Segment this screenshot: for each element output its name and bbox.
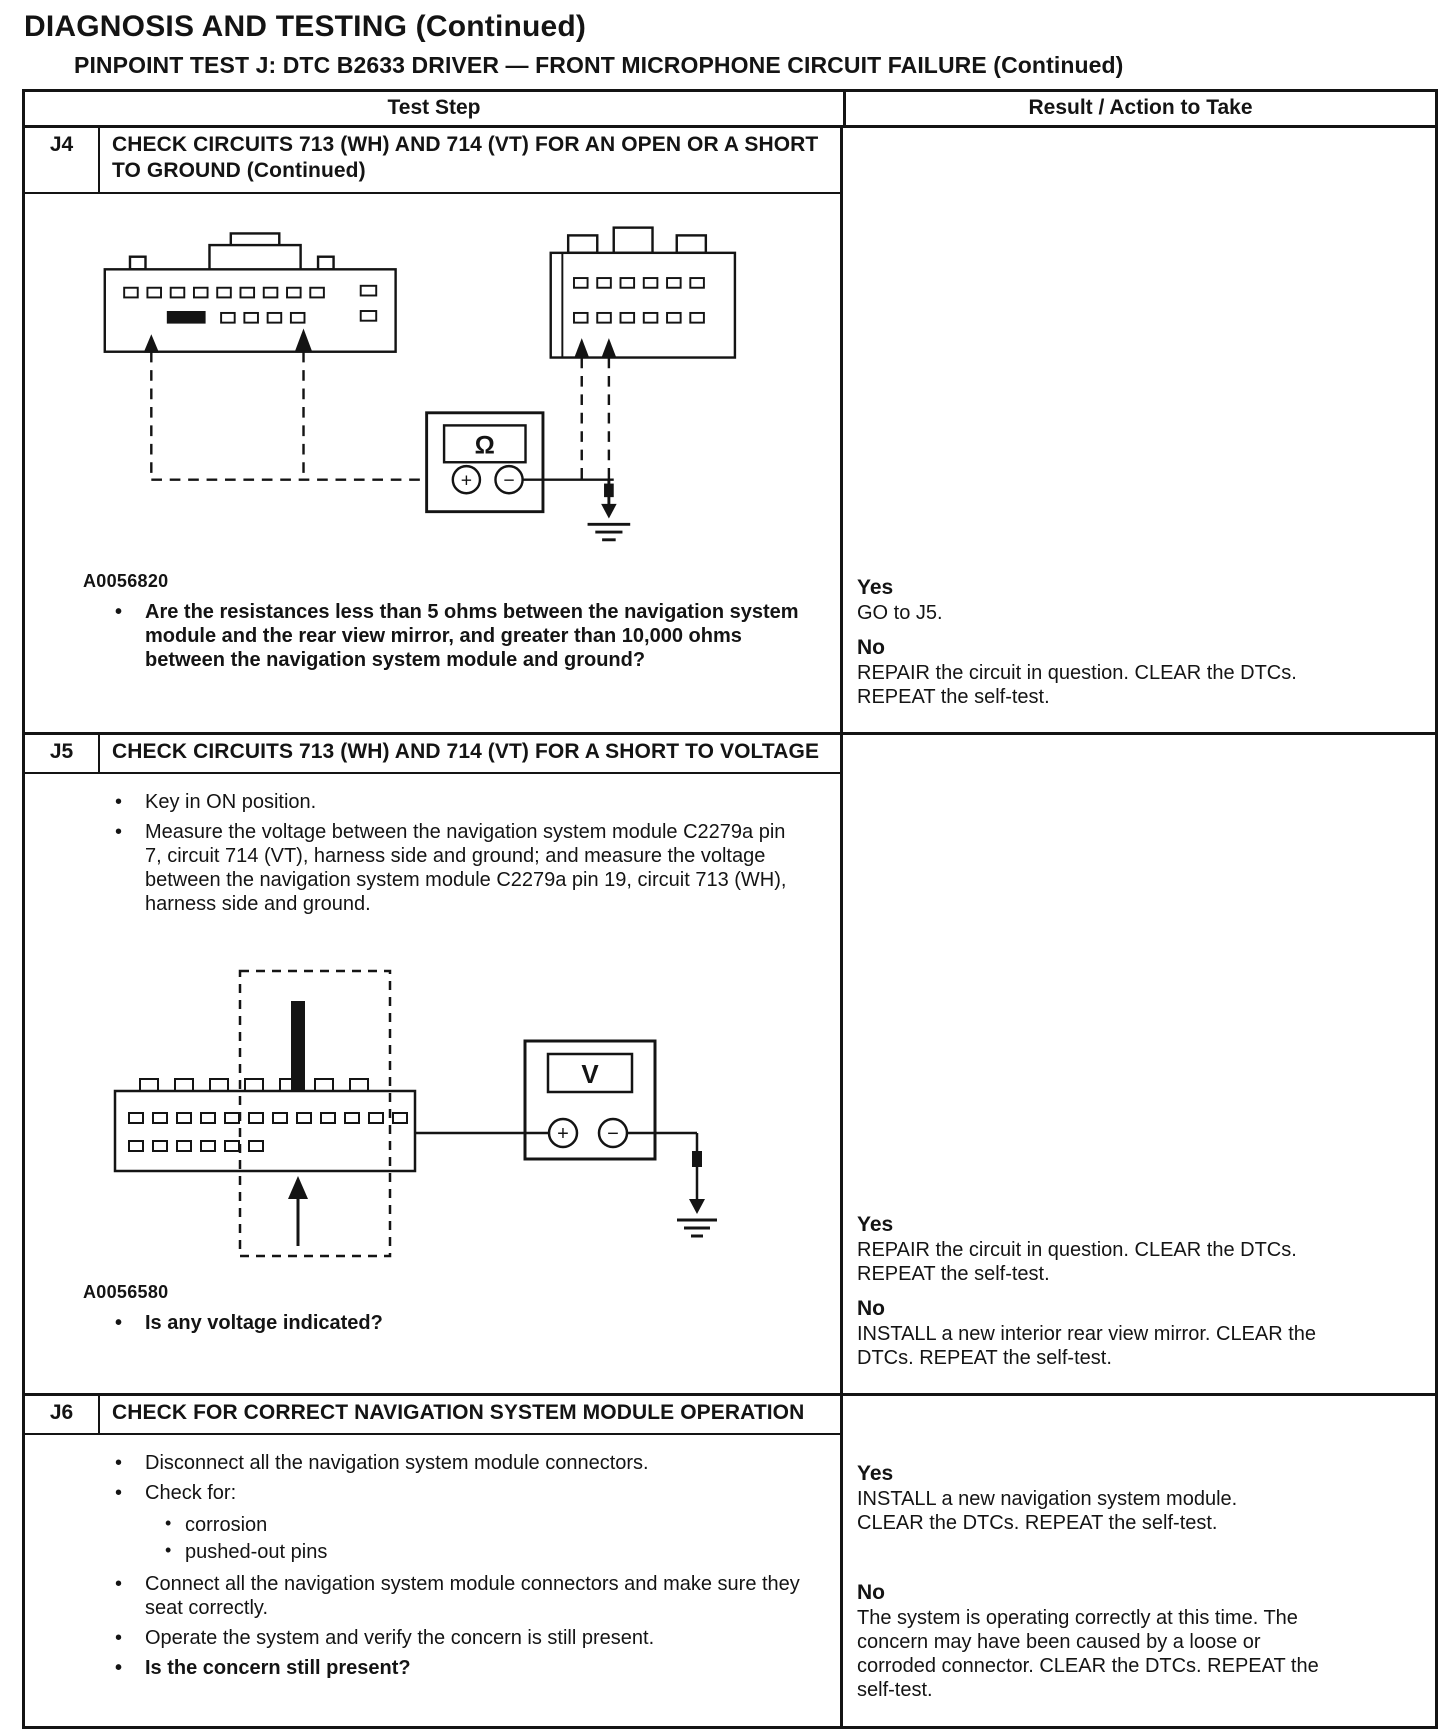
result-no-label: No: [857, 635, 885, 659]
test-step-cell: [25, 735, 843, 1393]
result-no-block: [857, 1580, 1425, 1702]
result-no-label: No: [857, 1581, 885, 1605]
voltmeter-icon: [525, 1041, 655, 1159]
page-title: DIAGNOSIS AND TESTING (Continued): [24, 10, 587, 43]
plus-terminal: +: [460, 469, 473, 492]
step-header: [25, 735, 840, 774]
test-row-j5: [25, 735, 1435, 1396]
test-step-bullet: • Operate the system and verify the concern is still present.: [25, 1626, 806, 1650]
plus-terminal: +: [557, 1123, 569, 1146]
result-no-block: [857, 635, 1425, 709]
column-header-test-step: Test Step: [387, 96, 481, 119]
wiring-diagram-figure: [85, 216, 834, 565]
figure-label: A0056820: [83, 570, 169, 591]
result-no-action: The system is operating correctly at this time. The concern may have been caused by a loose or corroded connector. CLEAR the DTCs. REPEAT the self-test.: [857, 1607, 1319, 1702]
result-cell: [843, 735, 1435, 1393]
step-header: [25, 128, 840, 194]
result-no-action: INSTALL a new interior rear view mirror. CLEAR the DTCs. REPEAT the self-test.: [857, 1323, 1317, 1369]
result-cell: [843, 1396, 1435, 1726]
test-step-bullet: • Measure the voltage between the navigation system module C2279a pin 7, circuit 714 (VT), harness side and ground; and measure the voltage between the navigation system module C2279a pin 19, circuit 713 (WH), harness side and ground.: [25, 820, 806, 916]
test-step-question: • Is the concern still present?: [25, 1656, 806, 1680]
step-title: CHECK CIRCUITS 713 (WH) AND 714 (VT) FOR A SHORT TO VOLTAGE: [112, 740, 820, 763]
test-step-bullet-list: [25, 1311, 834, 1335]
result-yes-label: Yes: [857, 575, 894, 599]
mirror-connector-icon: [551, 228, 735, 358]
result-no-label: No: [857, 1296, 885, 1320]
step-body: [25, 774, 840, 1393]
test-step-bullet-list: [25, 600, 834, 672]
step-header: [25, 1396, 840, 1435]
result-yes-block: [857, 1212, 1425, 1286]
step-body: [25, 194, 840, 732]
result-yes-action: GO to J5.: [857, 601, 943, 624]
result-yes-block: [857, 1461, 1425, 1535]
result-cell: [843, 128, 1435, 732]
minus-terminal: −: [503, 469, 515, 492]
result-no-action: REPAIR the circuit in question. CLEAR the DTCs. REPEAT the self-test.: [857, 662, 1297, 708]
result-yes-block: [857, 575, 1425, 625]
page-subtitle: PINPOINT TEST J: DTC B2633 DRIVER — FRONT MICROPHONE CIRCUIT FAILURE (Continued): [74, 52, 1124, 78]
step-title: CHECK FOR CORRECT NAVIGATION SYSTEM MODULE OPERATION: [112, 1401, 805, 1424]
figure-label: A0056580: [83, 1282, 169, 1303]
step-id: J4: [25, 128, 100, 192]
test-step-bullet: • Disconnect all the navigation system module connectors.: [25, 1451, 806, 1475]
wiring-diagram-figure: [85, 946, 834, 1276]
test-step-bullet: • Connect all the navigation system module connectors and make sure they seat correctly.: [25, 1572, 806, 1620]
step-id: J5: [25, 735, 100, 772]
test-step-cell: [25, 128, 843, 732]
sub-bullet: • pushed-out pins: [159, 1540, 806, 1564]
test-step-question: • Are the resistances less than 5 ohms between the navigation system module and the rear view mirror, and greater than 10,000 ohms between the navigation system module and ground?: [25, 600, 806, 672]
volt-symbol: V: [581, 1059, 599, 1090]
module-connector-icon: [115, 1001, 415, 1171]
ground-icon: [588, 480, 631, 540]
result-yes-label: Yes: [857, 1462, 894, 1485]
ohmmeter-wiring-diagram: [85, 216, 745, 565]
sub-bullet: • corrosion: [159, 1513, 806, 1537]
step-title: CHECK CIRCUITS 713 (WH) AND 714 (VT) FOR AN OPEN OR A SHORT TO GROUND (Continued): [112, 133, 819, 183]
result-no-block: [857, 1296, 1425, 1370]
result-yes-action: REPAIR the circuit in question. CLEAR the DTCs. REPEAT the self-test.: [857, 1238, 1297, 1285]
test-step-cell: [25, 1396, 843, 1726]
test-row-j6: [25, 1396, 1435, 1726]
table-header-row: [25, 92, 1435, 128]
test-row-j4: [25, 128, 1435, 735]
result-yes-label: Yes: [857, 1212, 894, 1236]
test-step-bullet: • Check for: • corrosion • pushed-out pins: [25, 1481, 806, 1564]
test-step-bullet-list: [25, 790, 834, 916]
step-id: J6: [25, 1396, 100, 1433]
test-step-question: • Is any voltage indicated?: [25, 1311, 806, 1335]
ohm-symbol: Ω: [474, 431, 495, 460]
minus-terminal: −: [607, 1123, 619, 1146]
test-step-bullet-list: [25, 1451, 834, 1680]
ohmmeter-icon: [427, 413, 543, 512]
sub-bullet-list: [159, 1513, 806, 1564]
voltmeter-wiring-diagram: [85, 946, 745, 1276]
step-body: [25, 1435, 840, 1726]
probe-arrow-icon: [288, 1176, 308, 1246]
test-step-bullet: • Key in ON position.: [25, 790, 806, 814]
pinpoint-test-table: [22, 89, 1438, 1729]
result-yes-action: INSTALL a new navigation system module. CLEAR the DTCs. REPEAT the self-test.: [857, 1488, 1238, 1535]
column-header-result-action: Result / Action to Take: [843, 92, 1435, 125]
module-connector-icon: [105, 233, 396, 351]
